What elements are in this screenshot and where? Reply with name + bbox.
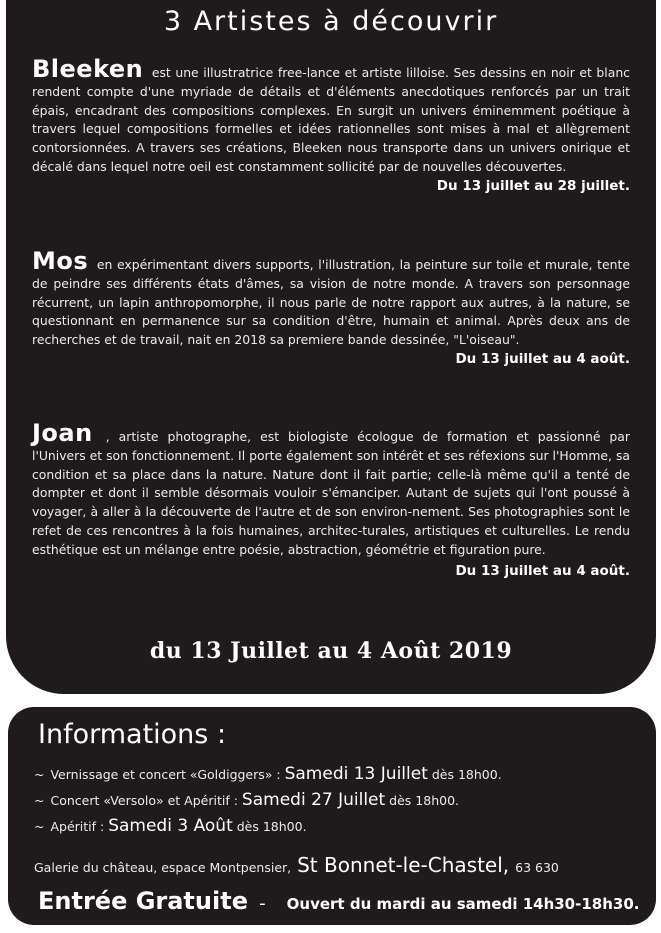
event-date: Samedi 3 Août [108, 816, 233, 836]
artist-bleeken-section [32, 55, 630, 196]
venue-postcode: 63 630 [515, 860, 559, 875]
information-title: Informations : [38, 719, 227, 750]
information-panel [8, 707, 656, 925]
bullet-tilde: ~ [34, 819, 45, 834]
artist-dates: Du 13 juillet au 28 juillet. [436, 177, 630, 194]
event-label: Apéritif : [50, 819, 105, 834]
artist-mos-section [32, 247, 630, 369]
artist-description: , artiste photographe, est biologiste écologue de formation et passionné par l'Univers et son fonctionnement. Il porte également son intérêt et ses réfexions sur l'Homme, sa condition et sa place dans la nature. Nature dont il fait partie; celle-là même qu'il a tenté de dompter et dont il semble désormais vouloir s'émanciper. Autant de sujets qui l'ont poussé à voyager, à aller à la découverte de l'autre et de son environ-nement. Ses photographies sont le refet de ces rencontres à la fois humaines, architec-turales, artistiques et culturelles. Le rendu esthétique est un mélange entre poésie, abstraction, géométrie et figuration pure. [32, 429, 630, 557]
event-time: dès 18h00. [431, 767, 502, 782]
entry-line [38, 887, 639, 915]
artist-description: est une illustratrice free-lance et artiste lilloise. Ses dessins en noir et blanc rendent compte d'une myriade de détails et d'éléments anecdotiques renforcés par un trait épais, encadrant des compositions complexes. En surgit un univers éminemment poétique à travers lequel compositions formelles et idées rationnelles sont mises à mal et allègrement contorsionnées. A travers ses créations, Bleeken nous transporte dans un univers onirique et décalé dans lequel notre oeil est constamment sollicité par de nouvelles découvertes. [32, 65, 630, 174]
event-item-concert [34, 790, 644, 816]
exhibition-period: du 13 Juillet au 4 Août 2019 [149, 638, 513, 664]
free-entry-label: Entrée Gratuite [38, 887, 248, 915]
artist-dates: Du 13 juillet au 4 août. [455, 350, 630, 367]
event-time: dès 18h00. [236, 819, 307, 834]
venue-town: St Bonnet-le-Chastel, [297, 853, 510, 877]
event-label: Concert «Versolo» et Apéritif : [50, 793, 238, 808]
event-date: Samedi 13 Juillet [284, 764, 428, 784]
event-item-aperitif [34, 816, 644, 842]
event-list [34, 764, 644, 842]
artist-name: Joan [32, 419, 93, 447]
artist-dates: Du 13 juillet au 4 août. [455, 562, 630, 579]
event-date: Samedi 27 Juillet [241, 790, 386, 810]
venue-address [34, 853, 559, 877]
artist-name: Bleeken [32, 55, 144, 83]
artist-joan-section [32, 419, 630, 580]
event-label: Vernissage et concert «Goldiggers» : [50, 767, 281, 782]
exhibition-panel [6, 0, 656, 694]
event-time: dès 18h00. [389, 793, 459, 808]
opening-hours: Ouvert du mardi au samedi 14h30-18h30. [286, 895, 640, 913]
separator-dash: - [259, 893, 266, 914]
page-title: 3 Artistes à découvrir [163, 6, 499, 37]
bullet-tilde: ~ [34, 793, 45, 808]
artist-name: Mos [32, 247, 89, 275]
bullet-tilde: ~ [34, 767, 45, 782]
artist-description: en expérimentant divers supports, l'illustration, la peinture sur toile et murale, tente de peindre ses différents états d'âmes, sa vision de notre monde. A travers son personnage récurrent, un lapin anthropomorphe, il nous parle de notre rapport aux autres, à la nature, se questionnant en permanence sur sa condition d'être, humain et animal. Après deux ans de recherches et de travail, nait en 2018 sa premiere bande dessinée, "L'oiseau". [32, 257, 630, 348]
venue-prefix: Galerie du château, espace Montpensier, [34, 860, 292, 875]
event-item-vernissage [34, 764, 644, 790]
